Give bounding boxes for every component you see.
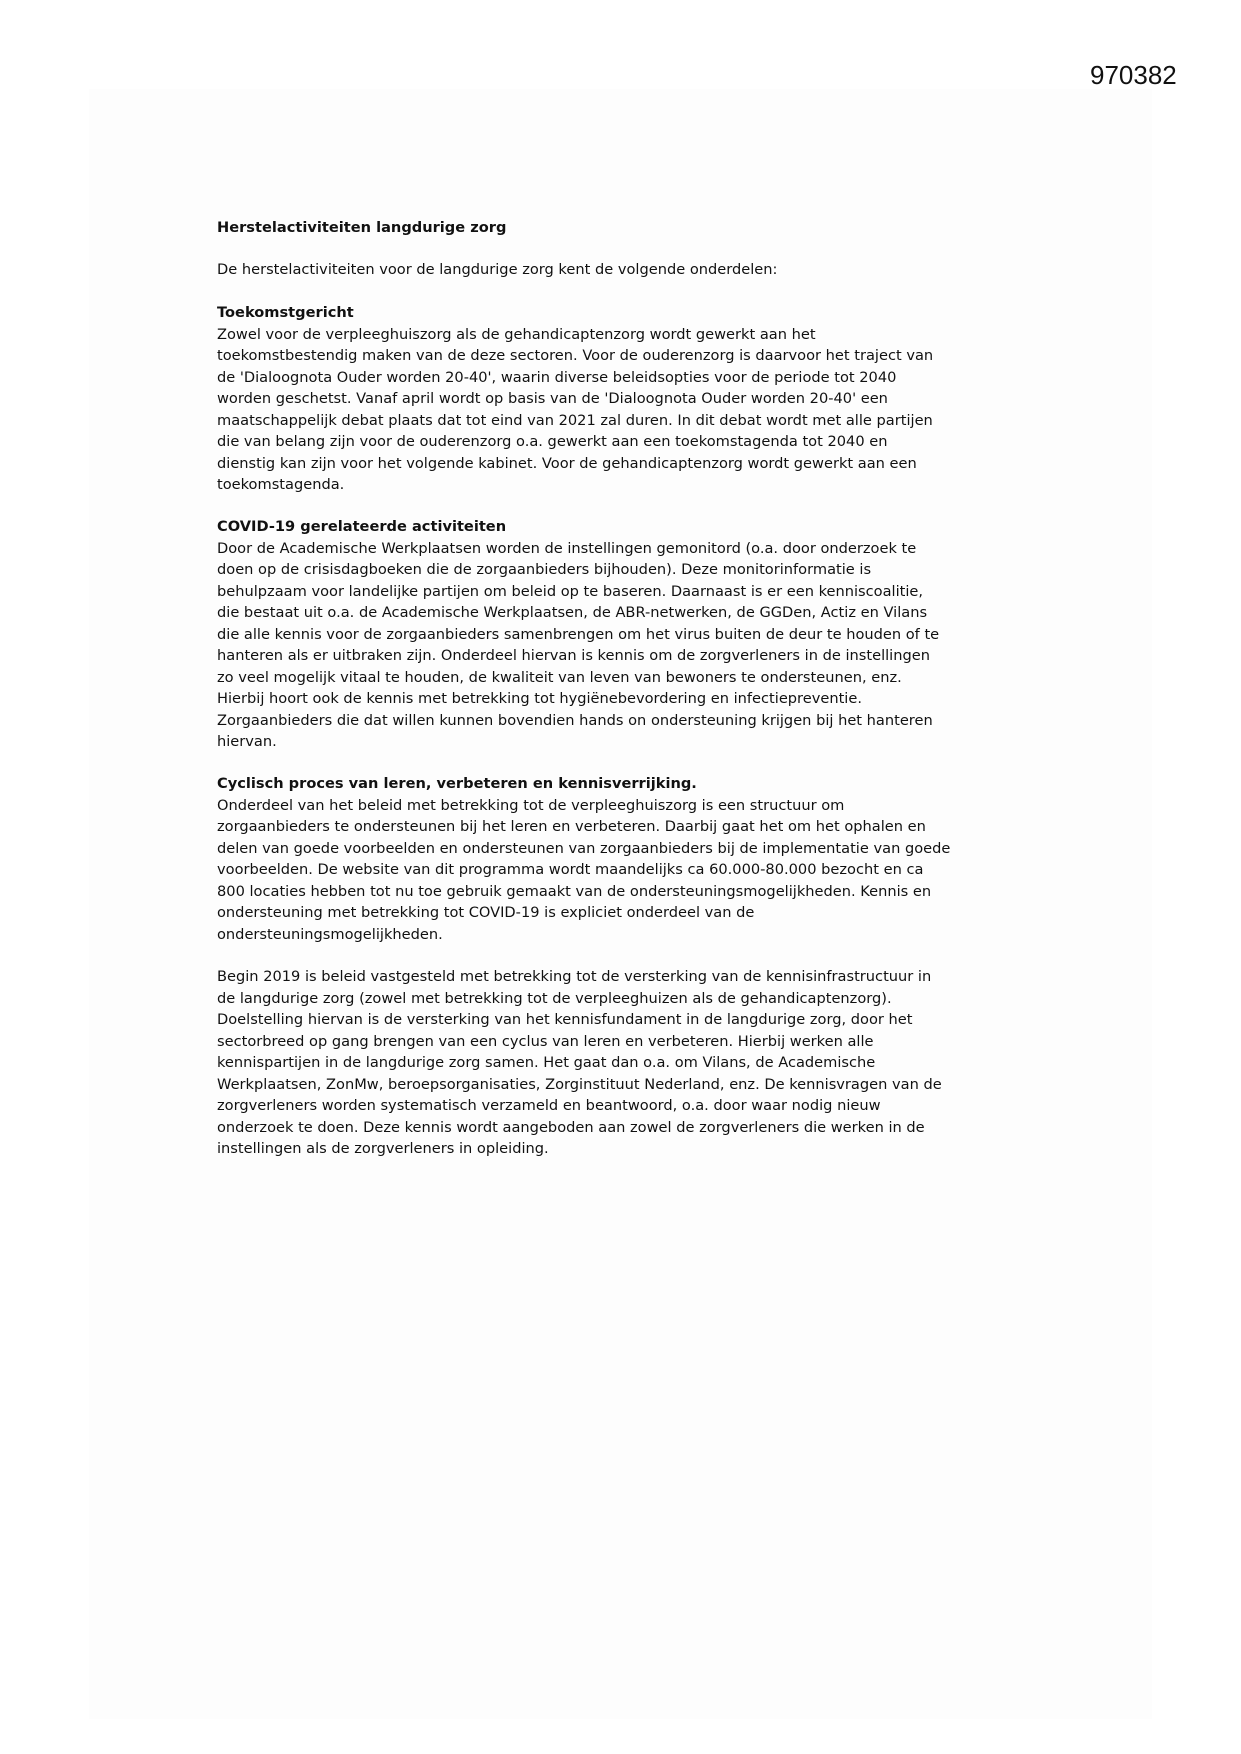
paragraph-line: Doelstelling hiervan is de versterking van het kennisfundament in de langdurige zorg, door het bbox=[217, 1011, 913, 1028]
section-toekomstgericht bbox=[217, 302, 933, 496]
paragraph-line: zo veel mogelijk vitaal te houden, de kwaliteit van leven van bewoners te ondersteunen, enz. bbox=[217, 668, 902, 686]
intro-block bbox=[217, 259, 777, 281]
paragraph-line: kennispartijen in de langdurige zorg samen. Het gaat dan o.a. om Vilans, de Academische bbox=[217, 1054, 876, 1071]
paragraph-line: Zorgaanbieders die dat willen kunnen bovendien hands on ondersteuning krijgen bij het hanteren bbox=[217, 711, 933, 729]
intro-text: De herstelactiviteiten voor de langdurige zorg kent de volgende onderdelen: bbox=[217, 261, 778, 278]
paragraph-line: die van belang zijn voor de ouderenzorg o.a. gewerkt aan een toekomstagenda tot 2040 en bbox=[217, 433, 888, 450]
paragraph-line: sectorbreed op gang brengen van een cyclus van leren en verbeteren. Hierbij werken alle bbox=[217, 1032, 874, 1050]
paragraph-line: onderzoek te doen. Deze kennis wordt aangeboden aan zowel de zorgverleners die werken in de bbox=[217, 1118, 925, 1136]
paragraph-line: toekomstagenda. bbox=[217, 476, 345, 493]
paragraph-line: zorgverleners worden systematisch verzameld en beantwoord, o.a. door waar nodig nieuw bbox=[217, 1097, 881, 1114]
paragraph-line: die bestaat uit o.a. de Academische Werkplaatsen, de ABR-netwerken, de GGDen, Actiz en Vilans bbox=[217, 604, 928, 621]
paragraph-line: behulpzaam voor landelijke partijen om beleid op te baseren. Daarnaast is er een kenniscoalitie, bbox=[217, 582, 924, 600]
section-heading: Cyclisch proces van leren, verbeteren en kennisverrijking. bbox=[217, 775, 697, 792]
paragraph-line: hanteren als er uitbraken zijn. Onderdeel hiervan is kennis om de zorgverleners in de instellingen bbox=[217, 647, 930, 664]
paragraph-line: maatschappelijk debat plaats dat tot eind van 2021 zal duren. In dit debat wordt met alle partijen bbox=[217, 411, 933, 429]
paragraph-line: 800 locaties hebben tot nu toe gebruik gemaakt van de ondersteuningsmogelijkheden. Kennis en bbox=[217, 882, 932, 900]
section-heading: COVID-19 gerelateerde activiteiten bbox=[217, 518, 507, 535]
paragraph-line: voorbeelden. De website van dit programma wordt maandelijks ca 60.000-80.000 bezocht en ca bbox=[217, 861, 924, 878]
section-covid19 bbox=[217, 516, 939, 753]
paragraph-line: ondersteuning met betrekking tot COVID-19 is expliciet onderdeel van de bbox=[217, 904, 755, 921]
section-heading: Toekomstgericht bbox=[217, 304, 354, 321]
paragraph-line: Hierbij hoort ook de kennis met betrekking tot hygiënebevordering en infectiepreventie. bbox=[217, 690, 862, 707]
document-title-block bbox=[217, 217, 506, 239]
paragraph-line: Begin 2019 is beleid vastgesteld met betrekking tot de versterking van de kennisinfrastructuur in bbox=[217, 968, 932, 985]
paragraph-line: doen op de crisisdagboeken die de zorgaanbieders bijhouden). Deze monitorinformatie is bbox=[217, 561, 872, 578]
paragraph-line: de 'Dialoognota Ouder worden 20-40', waarin diverse beleidsopties voor de periode tot 2040 bbox=[217, 368, 897, 386]
paragraph-line: hiervan. bbox=[217, 733, 277, 750]
paragraph-line: worden geschetst. Vanaf april wordt op basis van de 'Dialoognota Ouder worden 20-40' een bbox=[217, 390, 888, 407]
paragraph-line: die alle kennis voor de zorgaanbieders samenbrengen om het virus buiten de deur te houden of te bbox=[217, 625, 940, 643]
document-number: 970382 bbox=[1090, 60, 1177, 90]
paragraph-line: zorgaanbieders te ondersteunen bij het leren en verbeteren. Daarbij gaat het om het ophalen en bbox=[217, 818, 926, 835]
paragraph-line: ondersteuningsmogelijkheden. bbox=[217, 925, 443, 943]
paragraph-line: instellingen als de zorgverleners in opleiding. bbox=[217, 1140, 549, 1157]
paragraph-line: delen van goede voorbeelden en ondersteunen van zorgaanbieders bij de implementatie van goede bbox=[217, 839, 951, 857]
paragraph-line: toekomstbestendig maken van de deze sectoren. Voor de ouderenzorg is daarvoor het traject van bbox=[217, 347, 934, 364]
paragraph-line: Zowel voor de verpleeghuiszorg als de gehandicaptenzorg wordt gewerkt aan het bbox=[217, 325, 816, 343]
document-title: Herstelactiviteiten langdurige zorg bbox=[217, 219, 507, 236]
section-cyclisch-proces bbox=[217, 773, 950, 945]
paragraph-line: dienstig kan zijn voor het volgende kabinet. Voor de gehandicaptenzorg wordt gewerkt aan een bbox=[217, 454, 917, 472]
paragraph-line: de langdurige zorg (zowel met betrekking tot de verpleeghuizen als de gehandicaptenzorg). bbox=[217, 989, 892, 1007]
closing-paragraph bbox=[217, 966, 942, 1160]
paragraph-line: Onderdeel van het beleid met betrekking tot de verpleeghuiszorg is een structuur om bbox=[217, 796, 845, 814]
paragraph-line: Werkplaatsen, ZonMw, beroepsorganisaties, Zorginstituut Nederland, enz. De kennisvragen van de bbox=[217, 1075, 942, 1093]
paragraph-line: Door de Academische Werkplaatsen worden de instellingen gemonitord (o.a. door onderzoek te bbox=[217, 539, 917, 557]
